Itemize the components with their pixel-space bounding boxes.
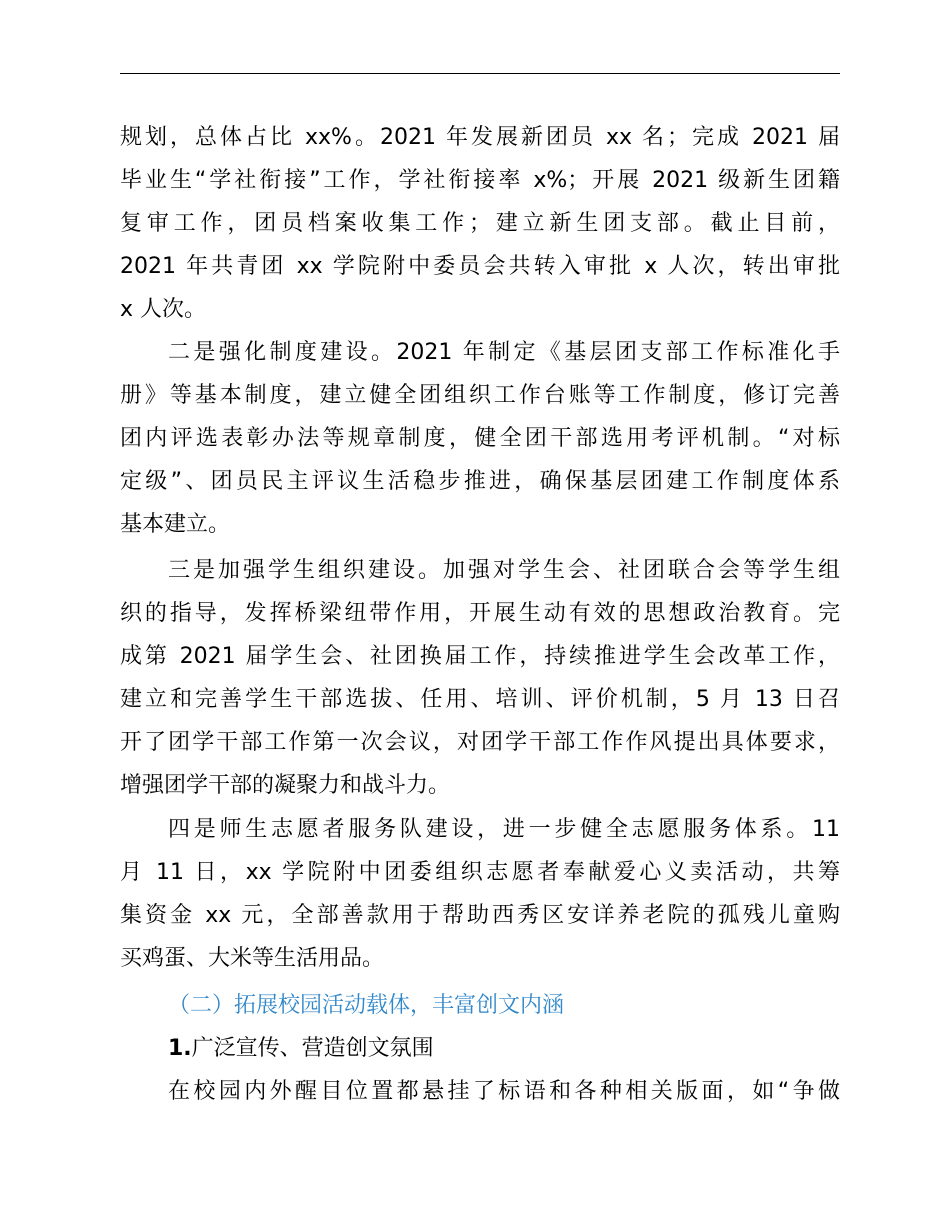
section-heading: （二）拓展校园活动载体，丰富创文内涵: [168, 993, 565, 1018]
paragraph-line: x 人次。: [120, 297, 207, 322]
subheading-text: 广泛宣传、营造创文氛围: [191, 1036, 434, 1061]
paragraph-line: 开了团学干部工作第一次会议，对团学干部工作作风提出具体要求，: [120, 730, 840, 755]
header-rule: [120, 73, 840, 74]
paragraph-line: 建立和完善学生干部选拔、任用、培训、评价机制，5 月 13 日召: [120, 687, 840, 712]
paragraph-line: 复审工作，团员档案收集工作；建立新生团支部。截止目前，: [120, 211, 840, 236]
paragraph-line: 毕业生“学社衔接”工作，学社衔接率 x%；开展 2021 级新生团籍: [120, 168, 840, 193]
paragraph-line: 集资金 xx 元，全部善款用于帮助西秀区安详养老院的孤残儿童购: [120, 903, 840, 928]
paragraph-line: 定级”、团员民主评议生活稳步推进，确保基层团建工作制度体系: [120, 469, 840, 494]
subheading-number: 1.: [168, 1036, 192, 1061]
paragraph-line: 2021 年共青团 xx 学院附中委员会共转入审批 x 人次，转出审批: [120, 254, 840, 279]
paragraph-line: 在校园内外醒目位置都悬挂了标语和各种相关版面，如“争做: [168, 1079, 840, 1104]
paragraph-line: 二是强化制度建设。2021 年制定《基层团支部工作标准化手: [168, 340, 840, 365]
paragraph-line: 增强团学干部的凝聚力和战斗力。: [120, 773, 451, 798]
paragraph-line: 买鸡蛋、大米等生活用品。: [120, 946, 385, 971]
subheading: [120, 1029, 840, 1069]
paragraph-line: 三是加强学生组织建设。加强对学生会、社团联合会等学生组: [168, 558, 840, 583]
paragraph-line: 规划，总体占比 xx%。2021 年发展新团员 xx 名；完成 2021 届: [120, 125, 840, 150]
paragraph-line: 成第 2021 届学生会、社团换届工作，持续推进学生会改革工作，: [120, 644, 840, 669]
paragraph-line: 团内评选表彰办法等规章制度，健全团干部选用考评机制。“对标: [120, 426, 840, 451]
paragraph-line: 月 11 日，xx 学院附中团委组织志愿者奉献爱心义卖活动，共筹: [120, 860, 840, 885]
paragraph-line: 织的指导，发挥桥梁纽带作用，开展生动有效的思想政治教育。完: [120, 601, 840, 626]
paragraph-line: 基本建立。: [120, 512, 231, 537]
paragraph-line: 册》等基本制度，建立健全团组织工作台账等工作制度，修订完善: [120, 383, 840, 408]
paragraph-line: 四是师生志愿者服务队建设，进一步健全志愿服务体系。11: [168, 817, 840, 842]
